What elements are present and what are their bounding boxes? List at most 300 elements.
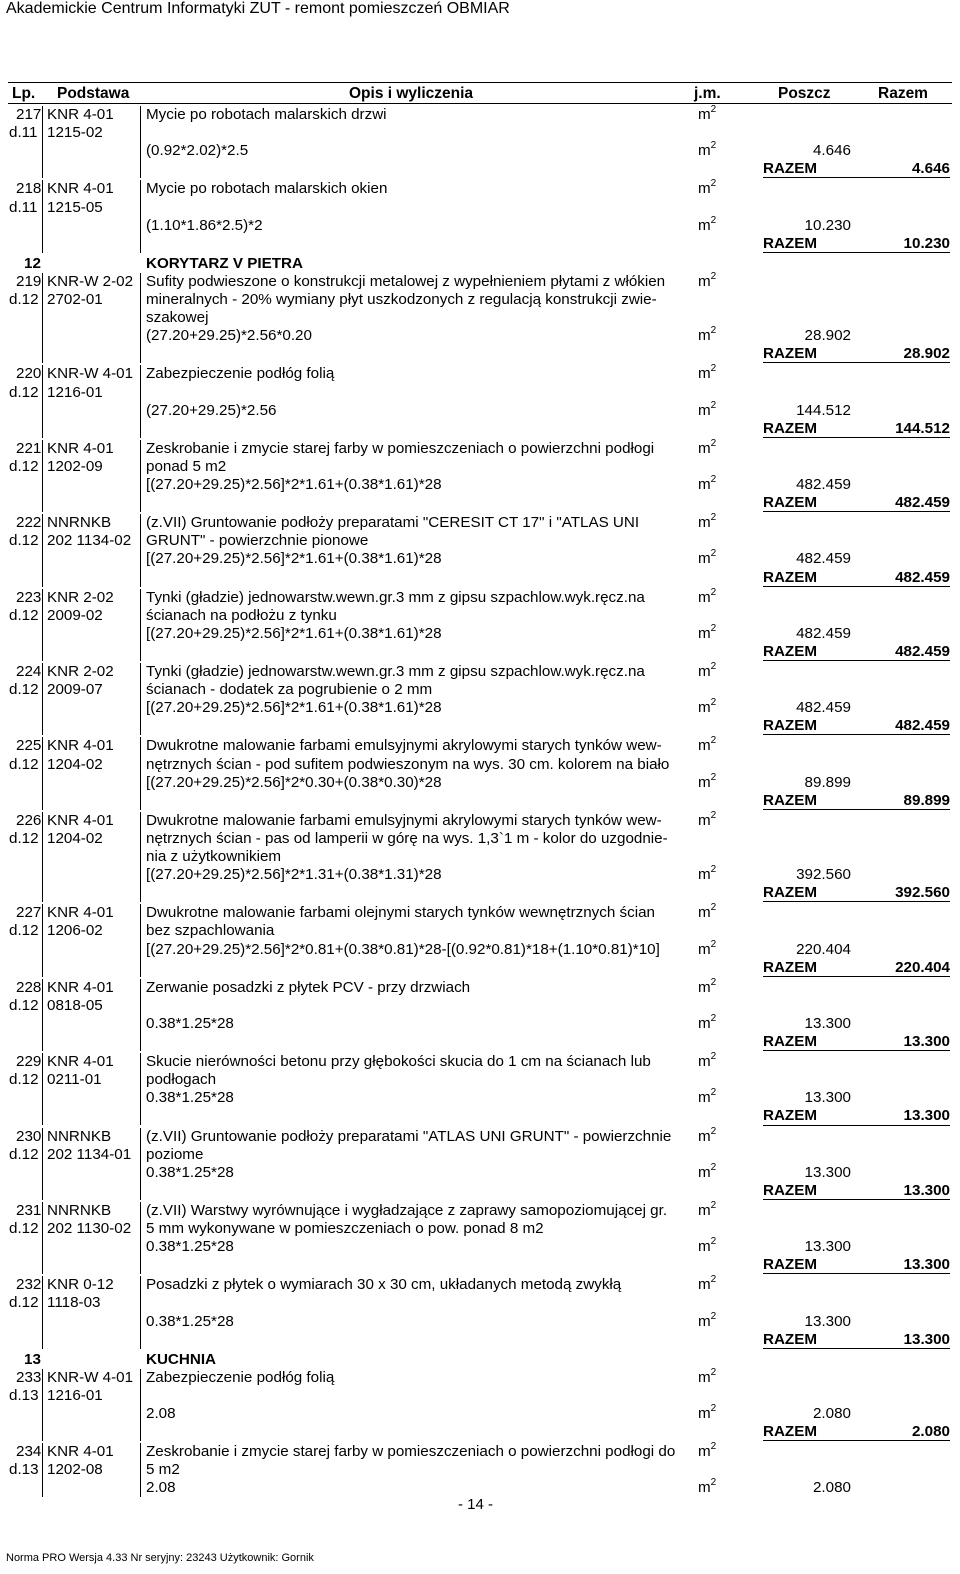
header-opis: Opis i wyliczenia (349, 85, 474, 102)
unit-base: m (698, 1443, 711, 1461)
row-description-line: Posadzki z płytek o wymiarach 30 x 30 cm, układanych metodą zwykłą (146, 1276, 622, 1294)
row-unit (698, 106, 716, 123)
row-lp: 232 (16, 1276, 42, 1294)
unit-base: m (698, 514, 711, 532)
row-podstawa-2: 2009-07 (47, 681, 103, 699)
unit-exponent: 2 (710, 178, 717, 190)
row-podstawa-2: 202 1130-02 (47, 1220, 132, 1237)
row-calc-unit (698, 699, 716, 716)
row-description-line: Mycie po robotach malarskich drzwi (146, 106, 387, 123)
unit-exponent: 2 (710, 270, 717, 282)
unit-base: m (698, 1127, 711, 1145)
row-description-line: (z.VII) Gruntowanie podłoży preparatami "ATLAS UNI GRUNT" - powierzchnie (146, 1127, 672, 1145)
row-poszcz: 392.560 (796, 866, 851, 884)
header-poszcz: Poszcz (778, 85, 831, 102)
unit-exponent: 2 (710, 1403, 717, 1414)
row-podstawa-2: 1202-08 (47, 1461, 103, 1479)
razem-underline (763, 1273, 950, 1274)
row-description-line: nia z użytkownikiem (146, 848, 282, 865)
unit-base: m (698, 699, 711, 717)
unit-exponent: 2 (710, 697, 717, 709)
unit-base: m (698, 401, 711, 419)
row-poszcz: 13.300 (804, 1163, 851, 1181)
row-unit (698, 180, 716, 197)
razem-label: RAZEM (763, 791, 817, 809)
row-calc-unit (698, 327, 716, 344)
row-unit (698, 1366, 717, 1386)
razem-underline (763, 1440, 950, 1441)
row-description-line: szakowej (146, 309, 209, 327)
unit-base: m (698, 1479, 711, 1497)
unit-exponent: 2 (710, 622, 717, 634)
row-calculation: [(27.20+29.25)*2.56]*2*1.61+(0.38*1.61)*28 (146, 699, 442, 717)
row-dzial: d.12 (9, 532, 39, 550)
column-separator (140, 1276, 141, 1348)
unit-exponent: 2 (710, 976, 717, 988)
row-description-line: GRUNT" - powierzchnie pionowe (146, 532, 369, 550)
row-calc-unit (698, 1012, 717, 1032)
row-description-line: Zeskrobanie i zmycie starej farby w pomieszczeniach o powierzchni podłogi do (146, 1443, 676, 1461)
razem-value: 13.300 (903, 1330, 950, 1348)
row-poszcz: 13.300 (804, 1312, 851, 1330)
row-description-line: bez szpachlowania (146, 922, 275, 940)
razem-value: 89.899 (903, 791, 950, 809)
row-dzial: d.13 (9, 1386, 39, 1404)
unit-base: m (698, 904, 711, 922)
section-title: KUCHNIA (146, 1350, 217, 1368)
row-calculation: 0.38*1.25*28 (146, 1089, 234, 1107)
row-podstawa-1: KNR-W 4-01 (47, 365, 134, 383)
row-description-line: Dwukrotne malowanie farbami olejnymi starych tynków wewnętrznych ścian (146, 904, 655, 922)
row-podstawa-2: 1215-05 (47, 198, 103, 216)
unit-base: m (698, 216, 711, 234)
row-calculation: 0.38*1.25*28 (146, 1163, 234, 1181)
row-calculation: (0.92*2.02)*2.5 (146, 142, 249, 160)
razem-label: RAZEM (763, 160, 817, 178)
row-podstawa-2: 1206-02 (47, 922, 103, 940)
row-podstawa-1: KNR 4-01 (47, 1053, 114, 1071)
column-separator (42, 514, 43, 586)
row-unit (698, 809, 717, 829)
unit-exponent: 2 (710, 586, 717, 598)
razem-value: 482.459 (895, 642, 950, 660)
column-separator (140, 904, 141, 976)
razem-label: RAZEM (763, 494, 817, 512)
row-unit (698, 1125, 717, 1145)
header-razem: Razem (878, 85, 928, 102)
razem-value: 28.902 (903, 345, 950, 363)
unit-base: m (698, 272, 711, 290)
razem-underline (763, 734, 950, 735)
row-poszcz: 2.080 (812, 1479, 851, 1497)
unit-base: m (698, 940, 711, 958)
row-lp: 229 (16, 1053, 42, 1071)
unit-base: m (698, 142, 711, 160)
column-separator (42, 737, 43, 809)
column-separator (140, 180, 141, 252)
row-description-line: Tynki (gładzie) jednowarstw.wewn.gr.3 mm z gipsu szpachlow.wyk.ręcz.na (146, 663, 645, 680)
column-separator (140, 589, 141, 661)
row-lp: 224 (16, 663, 42, 680)
unit-base: m (698, 773, 711, 791)
unit-base: m (698, 327, 711, 345)
row-dzial: d.12 (9, 1220, 39, 1237)
razem-underline (763, 976, 950, 977)
row-dzial: d.12 (9, 829, 39, 847)
row-poszcz: 482.459 (796, 624, 851, 642)
row-poszcz: 89.899 (804, 773, 851, 791)
row-description-line: (z.VII) Warstwy wyrównujące i wygładzające z zaprawy samopoziomującej gr. (146, 1201, 668, 1219)
row-podstawa-1: KNR 4-01 (47, 439, 114, 457)
column-separator (42, 1443, 43, 1497)
row-description-line: Zabezpieczenie podłóg folią (146, 365, 335, 383)
column-separator (140, 737, 141, 809)
razem-value: 4.646 (911, 160, 950, 178)
row-unit (698, 437, 717, 457)
row-poszcz: 144.512 (796, 401, 851, 419)
row-description-line: Skucie nierówności betonu przy głębokości skucia do 1 cm na ścianach lub (146, 1053, 651, 1071)
unit-exponent: 2 (710, 399, 717, 411)
row-poszcz: 10.230 (804, 216, 851, 234)
column-separator (140, 812, 141, 903)
row-podstawa-1: NNRNKB (47, 514, 112, 532)
razem-value: 482.459 (895, 494, 950, 512)
unit-exponent: 2 (710, 864, 717, 876)
unit-base: m (698, 866, 711, 884)
razem-underline (763, 1348, 950, 1349)
row-podstawa-2: 0818-05 (47, 996, 103, 1014)
row-calc-unit (698, 214, 717, 234)
header-lp: Lp. (12, 85, 36, 102)
row-calc-unit (698, 476, 716, 493)
razem-value: 482.459 (895, 717, 950, 735)
row-podstawa-2: 1204-02 (47, 829, 103, 847)
row-poszcz: 220.404 (796, 940, 851, 958)
row-unit (698, 1443, 716, 1460)
header-bottom-rule (8, 103, 952, 104)
unit-base: m (698, 365, 711, 383)
razem-value: 482.459 (895, 568, 950, 586)
row-poszcz: 13.300 (804, 1238, 851, 1256)
unit-exponent: 2 (710, 735, 717, 747)
row-calc-unit (698, 550, 716, 567)
row-description-line: poziome (146, 1145, 204, 1163)
row-description-line: Sufity podwieszone o konstrukcji metalowej z wypełnieniem płytami z włókien (146, 272, 666, 290)
row-podstawa-2: 1204-02 (47, 755, 103, 773)
row-podstawa-1: NNRNKB (47, 1201, 112, 1219)
unit-exponent: 2 (710, 1087, 717, 1099)
razem-label: RAZEM (763, 958, 817, 976)
column-separator (140, 979, 141, 1051)
row-podstawa-2: 0211-01 (47, 1071, 102, 1089)
row-lp: 233 (16, 1368, 42, 1386)
razem-underline (763, 511, 950, 512)
row-description-line: mineralnych - 20% wymiany płyt uszkodzonych z regulacją konstrukcji zwie- (146, 291, 657, 308)
row-podstawa-2: 1216-01 (47, 1386, 103, 1404)
unit-exponent: 2 (710, 809, 717, 821)
unit-base: m (698, 1014, 711, 1032)
row-poszcz: 482.459 (796, 550, 851, 568)
row-lp: 223 (16, 588, 42, 606)
row-podstawa-2: 202 1134-01 (47, 1145, 132, 1163)
razem-value: 13.300 (903, 1256, 950, 1274)
row-podstawa-1: KNR 4-01 (47, 180, 114, 198)
unit-base: m (698, 439, 711, 457)
row-description-line: ponad 5 m2 (146, 457, 227, 475)
row-calculation: (27.20+29.25)*2.56 (146, 401, 277, 419)
row-unit (698, 1053, 716, 1070)
row-dzial: d.12 (9, 1071, 39, 1089)
row-dzial: d.12 (9, 755, 39, 773)
row-podstawa-1: KNR 4-01 (47, 737, 114, 755)
unit-exponent: 2 (710, 1477, 717, 1489)
row-unit (698, 365, 716, 382)
razem-underline (763, 660, 950, 661)
unit-exponent: 2 (710, 771, 717, 783)
unit-exponent: 2 (710, 1441, 717, 1453)
column-separator (140, 663, 141, 735)
razem-underline (763, 586, 950, 587)
row-poszcz: 28.902 (804, 327, 851, 345)
row-podstawa-1: KNR 4-01 (47, 811, 114, 829)
column-separator (140, 1443, 141, 1497)
razem-value: 10.230 (903, 234, 950, 252)
row-lp: 231 (16, 1201, 42, 1219)
row-lp: 225 (16, 737, 42, 755)
row-calculation: 2.08 (146, 1479, 176, 1497)
unit-base: m (698, 106, 711, 123)
row-dzial: d.12 (9, 383, 39, 401)
unit-exponent: 2 (710, 1236, 717, 1248)
unit-base: m (698, 1089, 711, 1107)
row-description-line: ścianach - dodatek za pogrubienie o 2 mm (146, 681, 433, 699)
razem-label: RAZEM (763, 642, 817, 660)
unit-exponent: 2 (710, 902, 717, 914)
row-description-line: 5 mm wykonywane w pomieszczeniach o pow. ponad 8 m2 (146, 1220, 544, 1237)
column-separator (42, 365, 43, 437)
column-separator (140, 1128, 141, 1200)
row-podstawa-2: 2009-02 (47, 606, 103, 624)
row-calc-unit (698, 866, 716, 883)
row-unit (698, 514, 716, 531)
razem-label: RAZEM (763, 1423, 817, 1441)
row-lp: 218 (16, 180, 42, 198)
row-calculation: 2.08 (146, 1405, 176, 1422)
row-calc-unit (698, 1238, 716, 1255)
row-unit (698, 1199, 717, 1219)
row-dzial: d.12 (9, 996, 39, 1014)
razem-value: 13.300 (903, 1181, 950, 1199)
page-number: - 14 - (458, 1496, 494, 1513)
row-dzial: d.12 (9, 1145, 39, 1163)
row-description-line: (z.VII) Gruntowanie podłoży preparatami "CERESIT CT 17" i "ATLAS UNI (146, 514, 640, 532)
razem-value: 144.512 (895, 419, 950, 437)
unit-exponent: 2 (710, 661, 717, 672)
header-jm: j.m. (694, 85, 721, 102)
row-unit (698, 270, 717, 290)
row-lp: 220 (16, 365, 42, 383)
unit-base: m (698, 180, 711, 198)
row-unit (698, 904, 716, 921)
column-separator (42, 979, 43, 1051)
row-calc-unit (698, 1089, 716, 1106)
row-podstawa-2: 1118-03 (47, 1294, 101, 1312)
row-unit (698, 737, 716, 754)
unit-exponent: 2 (710, 140, 717, 152)
unit-exponent: 2 (710, 1012, 717, 1024)
unit-exponent: 2 (710, 512, 717, 524)
row-description-line: podłogach (146, 1071, 217, 1089)
column-separator (42, 180, 43, 252)
razem-underline (763, 1050, 950, 1051)
document-title: Akademickie Centrum Informatyki ZUT - remont pomieszczeń OBMIAR (6, 0, 510, 17)
razem-underline (763, 1199, 950, 1200)
row-podstawa-1: KNR 4-01 (47, 904, 114, 922)
row-podstawa-1: NNRNKB (47, 1127, 112, 1145)
row-podstawa-1: KNR 2-02 (47, 588, 114, 606)
row-lp: 217 (16, 106, 42, 123)
row-podstawa-2: 2702-01 (47, 291, 103, 308)
row-calculation: [(27.20+29.25)*2.56]*2*1.61+(0.38*1.61)*28 (146, 624, 442, 642)
unit-exponent: 2 (710, 363, 717, 375)
row-calc-unit (698, 1310, 717, 1330)
row-podstawa-1: KNR-W 4-01 (47, 1368, 134, 1386)
unit-base: m (698, 1368, 711, 1386)
unit-base: m (698, 1312, 711, 1330)
row-podstawa-2: 202 1134-02 (47, 532, 132, 550)
row-calculation: 0.38*1.25*28 (146, 1014, 234, 1032)
row-calculation: [(27.20+29.25)*2.56]*2*1.61+(0.38*1.61)*28 (146, 550, 442, 568)
row-calc-unit (698, 1161, 717, 1181)
razem-label: RAZEM (763, 1330, 817, 1348)
razem-underline (763, 252, 950, 253)
column-separator (42, 904, 43, 976)
header-top-rule (8, 82, 952, 83)
row-poszcz: 13.300 (804, 1014, 851, 1032)
row-podstawa-1: KNR 0-12 (47, 1276, 114, 1294)
row-podstawa-2: 1216-01 (47, 383, 103, 401)
section-title: KORYTARZ V PIETRA (146, 254, 303, 272)
razem-underline (763, 437, 950, 438)
row-dzial: d.11 (9, 124, 38, 142)
razem-label: RAZEM (763, 234, 817, 252)
unit-exponent: 2 (710, 325, 717, 337)
row-calculation: (27.20+29.25)*2.56*0.20 (146, 327, 312, 345)
razem-value: 13.300 (903, 1033, 950, 1050)
row-dzial: d.12 (9, 606, 39, 624)
row-dzial: d.11 (9, 198, 38, 216)
row-unit (698, 1276, 716, 1293)
unit-base: m (698, 1405, 711, 1422)
row-poszcz: 482.459 (796, 699, 851, 717)
row-calculation: [(27.20+29.25)*2.56]*2*0.30+(0.38*0.30)*28 (146, 773, 442, 791)
razem-value: 392.560 (895, 884, 950, 902)
row-podstawa-1: KNR 2-02 (47, 663, 114, 680)
unit-exponent: 2 (710, 1366, 717, 1378)
unit-base: m (698, 978, 711, 996)
footer-text: Norma PRO Wersja 4.33 Nr seryjny: 23243 Użytkownik: Gornik (6, 1552, 314, 1564)
row-calculation: [(27.20+29.25)*2.56]*2*1.31+(0.38*1.31)*28 (146, 866, 442, 884)
row-description-line: Zabezpieczenie podłóg folią (146, 1368, 335, 1386)
row-calc-unit (698, 938, 717, 958)
row-calculation: [(27.20+29.25)*2.56]*2*0.81+(0.38*0.81)*28-[(0.92*0.81)*18+(1.10*0.81)*10] (146, 940, 660, 958)
column-separator (42, 273, 43, 364)
unit-base: m (698, 550, 711, 568)
razem-label: RAZEM (763, 717, 817, 735)
unit-exponent: 2 (710, 437, 717, 449)
razem-underline (763, 809, 950, 810)
row-podstawa-1: KNR 4-01 (47, 1443, 114, 1461)
unit-base: m (698, 1276, 711, 1294)
row-calc-unit (698, 771, 717, 791)
row-podstawa-1: KNR 4-01 (47, 106, 114, 123)
unit-exponent: 2 (710, 1051, 717, 1063)
row-poszcz: 482.459 (796, 476, 851, 493)
row-poszcz: 2.080 (812, 1405, 851, 1422)
section-number: 13 (24, 1350, 41, 1368)
razem-underline (763, 1125, 950, 1126)
column-separator (140, 106, 141, 178)
column-separator (140, 1053, 141, 1125)
unit-exponent: 2 (710, 1199, 717, 1211)
row-unit (698, 586, 717, 606)
unit-base: m (698, 476, 711, 493)
column-separator (42, 1369, 43, 1441)
razem-value: 220.404 (895, 958, 950, 976)
row-description-line: Zeskrobanie i zmycie starej farby w pomieszczeniach o powierzchni podłogi (146, 439, 655, 457)
row-description-line: nętrznych ścian - pas od lamperii w górę na wys. 1,3`1 m - kolor do uzgodnie- (146, 829, 668, 847)
row-description-line: Dwukrotne malowanie farbami emulsyjnymi akrylowymi starych tynków wew- (146, 737, 662, 755)
row-dzial: d.13 (9, 1461, 39, 1479)
unit-exponent: 2 (710, 938, 717, 950)
unit-exponent: 2 (710, 1310, 717, 1322)
row-calc-unit (698, 399, 717, 419)
razem-underline (763, 177, 950, 178)
razem-label: RAZEM (763, 1107, 817, 1125)
column-separator (42, 663, 43, 735)
unit-exponent: 2 (710, 1161, 717, 1173)
unit-exponent: 2 (710, 1274, 717, 1286)
column-separator (42, 589, 43, 661)
column-separator (42, 1128, 43, 1200)
razem-label: RAZEM (763, 568, 817, 586)
column-separator (42, 1276, 43, 1348)
row-calculation: (1.10*1.86*2.5)*2 (146, 216, 263, 234)
row-description-line: nętrznych ścian - pod sufitem podwieszonym na wys. 30 cm. kolorem na biało (146, 755, 670, 773)
unit-exponent: 2 (710, 474, 717, 485)
row-lp: 226 (16, 811, 42, 829)
row-description-line: Dwukrotne malowanie farbami emulsyjnymi akrylowymi starych tynków wew- (146, 811, 662, 829)
section-number: 12 (24, 254, 41, 272)
unit-exponent: 2 (710, 214, 717, 226)
razem-label: RAZEM (763, 884, 817, 902)
unit-base: m (698, 811, 711, 829)
row-dzial: d.12 (9, 457, 39, 475)
row-description-line: Tynki (gładzie) jednowarstw.wewn.gr.3 mm z gipsu szpachlow.wyk.ręcz.na (146, 588, 645, 606)
row-description-line: 5 m2 (146, 1461, 180, 1479)
row-podstawa-2: 1202-09 (47, 457, 103, 475)
razem-label: RAZEM (763, 1256, 817, 1274)
column-separator (42, 440, 43, 512)
razem-underline (763, 901, 950, 902)
column-separator (42, 1202, 43, 1274)
column-separator (140, 365, 141, 437)
row-lp: 222 (16, 514, 42, 532)
column-separator (140, 514, 141, 586)
unit-base: m (698, 624, 711, 642)
razem-value: 13.300 (903, 1107, 950, 1125)
row-description-line: Zerwanie posadzki z płytek PCV - przy drzwiach (146, 978, 471, 996)
